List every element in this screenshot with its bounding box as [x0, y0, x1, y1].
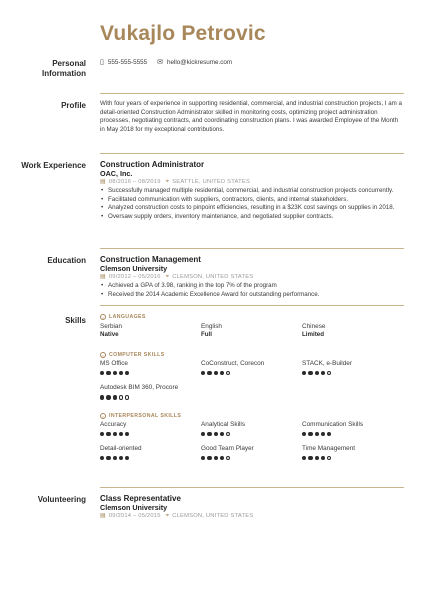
personal-information-label: [0, 59, 86, 79]
work-experience-label: Work Experience: [21, 161, 86, 170]
volunteer-title: Class Representative: [100, 494, 181, 503]
job-meta: [100, 178, 404, 186]
rating-dot-empty: [327, 456, 331, 460]
rating-dot-filled: [201, 371, 205, 375]
skill-rating: [302, 371, 403, 375]
rating-dot-filled: [106, 371, 110, 375]
rating-dot-filled: [119, 432, 123, 436]
list-item: • Analyzed construction costs to pinpoint efficiencies, resulting in a $23K cost savings on supplies in 2018.: [100, 204, 404, 213]
rating-dot-filled: [315, 371, 319, 375]
skill-item: [201, 421, 302, 436]
rating-dot-filled: [315, 456, 319, 460]
school-name: Clemson University: [100, 264, 168, 273]
calendar-icon: ▤: [100, 512, 106, 519]
skill-item: [302, 421, 403, 436]
interpersonal-skills-heading-text: INTERPERSONAL SKILLS: [109, 412, 182, 419]
skill-name: Autodesk BIM 360, Procore: [100, 384, 179, 392]
rating-dot-filled: [321, 432, 325, 436]
rating-dot-filled: [321, 371, 325, 375]
divider: [100, 93, 404, 94]
rating-dot-filled: [308, 456, 312, 460]
rating-dot-filled: [106, 395, 110, 399]
volunteering-label: Volunteering: [37, 495, 86, 504]
calendar-icon: ▤: [100, 273, 106, 280]
rating-dot-empty: [226, 371, 230, 375]
location-pin-icon: ⌖: [165, 512, 170, 519]
job-location: SEATTLE, UNITED STATES: [172, 179, 251, 185]
skill-rating: [100, 371, 201, 375]
rating-dot-filled: [125, 432, 129, 436]
rating-dot-filled: [207, 456, 211, 460]
skill-rating: [201, 456, 302, 460]
rating-dot-filled: [106, 432, 110, 436]
company-name: OAC, Inc.: [100, 169, 133, 178]
rating-dot-filled: [100, 371, 104, 375]
rating-dot-filled: [220, 371, 224, 375]
skill-rating: [201, 432, 302, 436]
language-item: [302, 323, 403, 339]
rating-dot-filled: [201, 456, 205, 460]
education-bullets: [100, 282, 404, 299]
rating-dot-empty: [327, 371, 331, 375]
rating-dot-filled: [214, 371, 218, 375]
job-dates: 08/2016 – 08/2019: [108, 179, 161, 185]
skill-name: Accuracy: [100, 420, 127, 428]
interpersonal-skills-heading: [100, 412, 404, 420]
rating-dot-filled: [113, 432, 117, 436]
circle-icon: ○: [101, 315, 105, 320]
language-level: Full: [201, 331, 212, 338]
rating-dot-filled: [302, 456, 306, 460]
divider: [100, 487, 404, 488]
rating-dot-filled: [207, 371, 211, 375]
rating-dot-filled: [220, 456, 224, 460]
circle-icon: ○: [101, 353, 105, 358]
skill-name: Good Team Player: [201, 444, 254, 452]
rating-dot-filled: [321, 456, 325, 460]
rating-dot-filled: [113, 456, 117, 460]
rating-dot-filled: [100, 456, 104, 460]
interpersonal-skills-grid: [100, 421, 404, 461]
language-name: English: [201, 323, 222, 330]
rating-dot-filled: [302, 371, 306, 375]
rating-dot-filled: [201, 432, 205, 436]
skill-name: STACK, e-Builder: [302, 360, 352, 367]
profile-label: Profile: [61, 101, 86, 110]
skill-item: [201, 360, 302, 375]
candidate-name: Vukajlo Petrovic: [100, 22, 266, 45]
education-dates: 09/2012 – 05/2016: [108, 274, 161, 280]
skill-name: Communication Skills: [302, 420, 364, 428]
skill-rating: [302, 432, 403, 436]
rating-dot-filled: [119, 456, 123, 460]
volunteer-location: CLEMSON, UNITED STATES: [172, 513, 254, 519]
job-bullets: [100, 187, 404, 222]
list-item: • Successfully managed multiple residential, commercial, and industrial construction projects concurrently.: [100, 187, 404, 196]
computer-skills-grid: [100, 360, 404, 400]
languages-heading: [100, 313, 404, 321]
divider: [100, 305, 404, 306]
languages-grid: [100, 323, 404, 339]
language-item: [201, 323, 302, 339]
computer-skills-heading: [100, 351, 404, 359]
email-address: hello@kickresume.com: [166, 58, 233, 66]
list-item: • Facilitated communication with suppliers, contractors, clients, and internal stakeholders.: [100, 196, 404, 205]
envelope-icon: ✉: [157, 58, 163, 66]
education-location: CLEMSON, UNITED STATES: [172, 274, 254, 280]
divider: [100, 248, 404, 249]
rating-dot-filled: [220, 432, 224, 436]
list-item: • Achieved a GPA of 3.98, ranking in the top 7% of the program: [100, 282, 404, 291]
skill-name: Detail-oriented: [100, 444, 142, 452]
skill-item: [100, 421, 201, 436]
skill-item: [201, 445, 302, 460]
divider: [100, 153, 404, 154]
skill-item: [302, 445, 403, 460]
skill-rating: [100, 456, 201, 460]
rating-dot-filled: [113, 371, 117, 375]
skill-rating: [302, 456, 403, 460]
skill-name: Time Management: [302, 444, 356, 452]
location-pin-icon: ⌖: [165, 273, 170, 280]
rating-dot-filled: [119, 371, 123, 375]
skill-item: [100, 360, 201, 375]
rating-dot-filled: [100, 432, 104, 436]
list-item: • Received the 2014 Academic Excellence Award for outstanding performance.: [100, 291, 404, 300]
volunteer-meta: [100, 512, 404, 520]
rating-dot-filled: [315, 432, 319, 436]
personal-label-line2: Information: [42, 69, 86, 78]
skill-name: Analytical Skills: [201, 420, 246, 428]
rating-dot-filled: [308, 371, 312, 375]
circle-icon: ○: [101, 413, 105, 419]
personal-label-line1: Personal: [52, 59, 86, 68]
skills-label: Skills: [65, 316, 86, 325]
rating-dot-empty: [226, 456, 230, 460]
skill-rating: [100, 432, 201, 436]
mobile-phone-icon: ▯: [100, 58, 104, 66]
education-label: Education: [47, 256, 86, 265]
rating-dot-filled: [302, 432, 306, 436]
skill-name: CoConstruct, Corecon: [201, 360, 265, 367]
rating-dot-filled: [100, 395, 104, 399]
computer-skills-heading-text: COMPUTER SKILLS: [109, 352, 165, 358]
education-meta: [100, 273, 404, 281]
languages-heading-text: LANGUAGES: [109, 314, 146, 320]
rating-dot-filled: [327, 432, 331, 436]
skill-name: MS Office: [100, 360, 128, 367]
rating-dot-filled: [308, 432, 312, 436]
location-pin-icon: ⌖: [165, 178, 170, 185]
rating-dot-empty: [226, 432, 230, 436]
rating-dot-empty: [125, 395, 129, 399]
rating-dot-filled: [125, 371, 129, 375]
job-title: Construction Administrator: [100, 160, 205, 169]
rating-dot-filled: [207, 432, 211, 436]
language-name: Serbian: [100, 323, 123, 330]
language-level: Limited: [302, 331, 325, 338]
calendar-icon: ▤: [100, 178, 106, 185]
skill-rating: [100, 395, 201, 399]
degree-title: Construction Management: [100, 255, 201, 264]
phone-number: 555-555-5555: [107, 58, 148, 66]
language-name: Chinese: [302, 323, 326, 330]
rating-dot-filled: [113, 395, 117, 399]
rating-dot-empty: [119, 395, 123, 399]
volunteer-org: Clemson University: [100, 503, 168, 512]
rating-dot-filled: [125, 456, 129, 460]
list-item: • Oversaw supply orders, inventory maintenance, and negotiated supplier contracts.: [100, 213, 404, 222]
skill-item: [302, 360, 403, 375]
skill-rating: [201, 371, 302, 375]
language-level: Native: [100, 331, 119, 338]
volunteer-dates: 09/2014 – 05/2015: [108, 513, 161, 519]
rating-dot-filled: [214, 432, 218, 436]
rating-dot-filled: [214, 456, 218, 460]
profile-text: With four years of experience in supporting residential, commercial, and industrial construction projects, I am a detail-oriented Construction Administrator skilled in monitoring costs, optimizing project administration processes, negotiating contracts, and coordinating construction plans. I was awarded Employee of the Month in May 2018 for my exceptional contributions.: [100, 100, 402, 134]
skill-item: [100, 445, 201, 460]
skill-item: [100, 384, 201, 399]
rating-dot-filled: [106, 456, 110, 460]
language-item: [100, 323, 201, 339]
